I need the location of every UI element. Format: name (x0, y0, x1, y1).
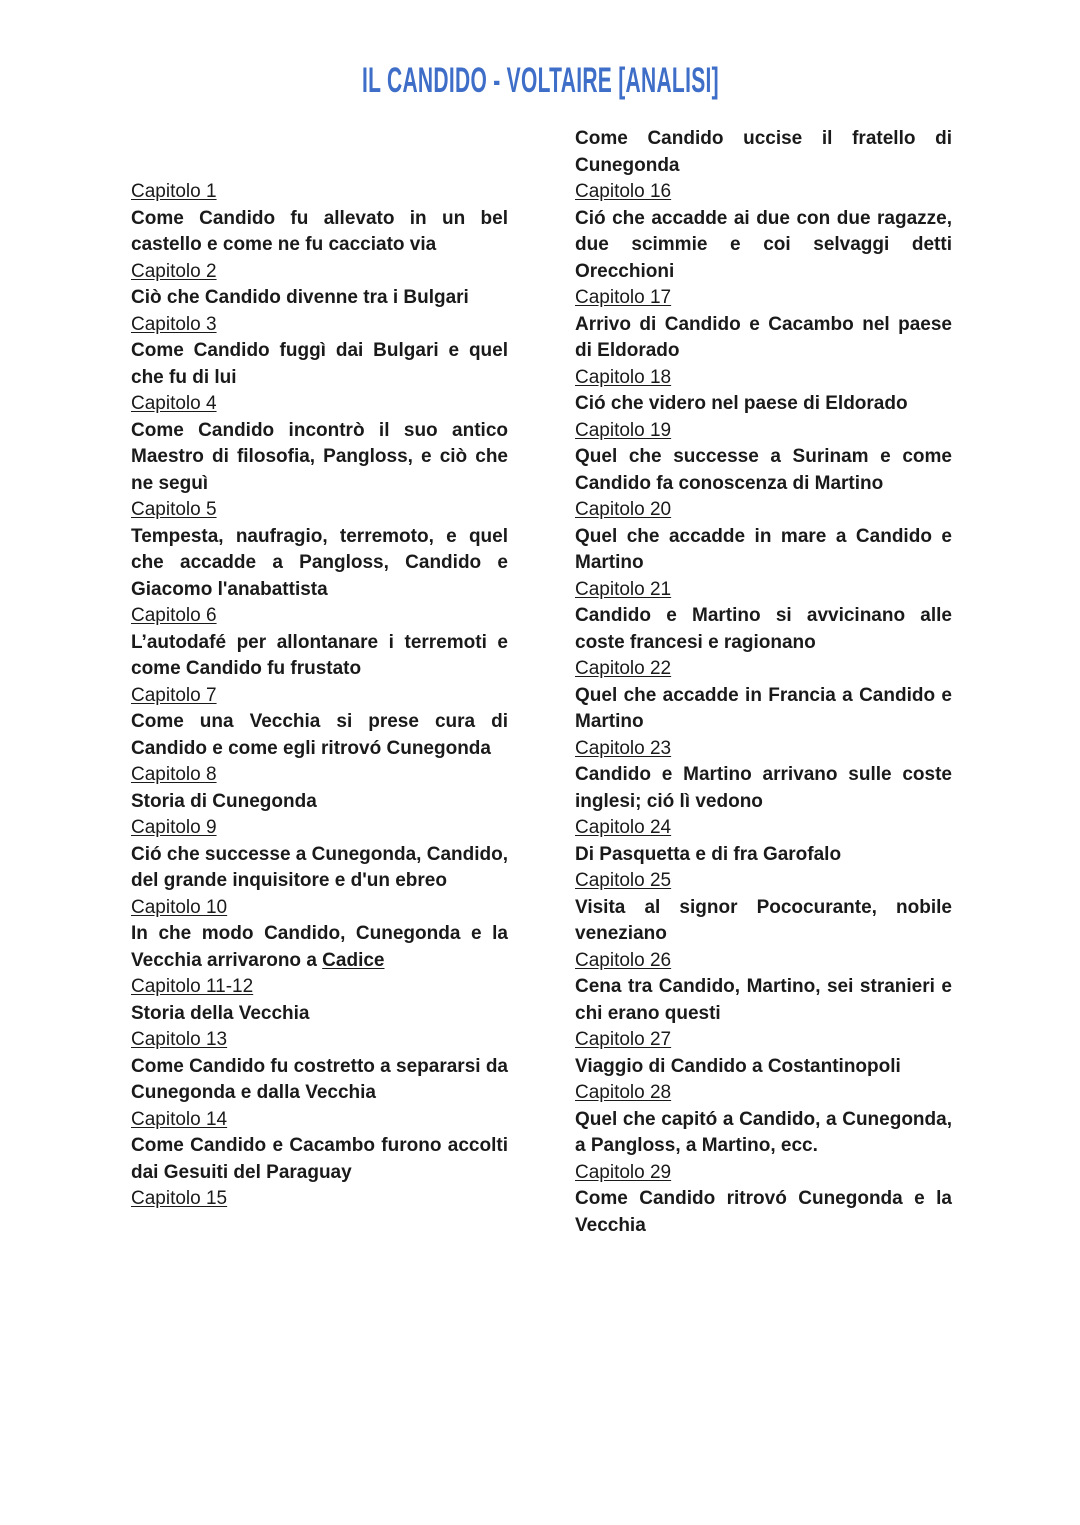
underlined-place-name: Cadice (322, 949, 385, 971)
chapter-label: Capitolo 25 (575, 870, 672, 891)
chapter-label: Capitolo 2 (131, 260, 217, 282)
chapter-label: Capitolo 22 (575, 658, 672, 679)
chapter-label: Capitolo 27 (575, 1029, 672, 1050)
chapter-label: Capitolo 24 (575, 817, 672, 838)
page-title: IL CANDIDO - VOLTAIRE [ANALISI] (361, 61, 719, 100)
chapter-label: Capitolo 8 (131, 764, 217, 785)
chapter-label: Capitolo 5 (131, 499, 217, 520)
chapter-description: L’autodafé per allontanare i terremoti e come Candido fu frustato (131, 631, 508, 679)
chapter-description: Cena tra Candido, Martino, sei stranieri e chi erano questi (575, 976, 952, 1024)
title-bar (0, 63, 1080, 98)
chapter-description: Come una Vecchia si prese cura di Candido e come egli ritrovó Cunegonda (131, 711, 508, 759)
chapter-description: Di Pasquetta e di fra Garofalo (575, 843, 842, 865)
chapter-label: Capitolo 18 (575, 366, 672, 388)
chapter-description: Quel che accadde in mare a Candido e Martino (575, 525, 952, 573)
two-column-content (131, 126, 952, 1239)
chapter-label: Capitolo 29 (575, 1161, 672, 1183)
chapter-description: Storia di Cunegonda (131, 790, 317, 812)
chapter-label: Capitolo 6 (131, 605, 217, 626)
chapter-label: Capitolo 15 (131, 1188, 228, 1209)
chapter-label: Capitolo 1 (131, 181, 217, 202)
chapter-description: Visita al signor Pococurante, nobile veneziano (575, 896, 952, 944)
chapter-description: Candido e Martino si avvicinano alle coste francesi e ragionano (575, 605, 952, 653)
chapter-label: Capitolo 9 (131, 817, 217, 838)
chapter-description: Come Candido fuggì dai Bulgari e quel che fu di lui (131, 340, 508, 388)
chapter-description: Quel che capitó a Candido, a Cunegonda, a Pangloss, a Martino, ecc. (575, 1108, 952, 1156)
chapter-label: Capitolo 17 (575, 287, 672, 308)
chapter-description: Arrivo di Candido e Cacambo nel paese di Eldorado (575, 313, 952, 361)
chapter-description: Ció che accadde ai due con due ragazze, due scimmie e coi selvaggi detti Orecchioni (575, 207, 952, 282)
chapter-description: Tempesta, naufragio, terremoto, e quel che accadde a Pangloss, Candido e Giacomo l'anabattista (131, 525, 508, 600)
chapter-description: Come Candido uccise il fratello di Cunegonda (575, 128, 952, 176)
chapter-description: Quel che accadde in Francia a Candido e Martino (575, 684, 952, 732)
chapter-label: Capitolo 28 (575, 1082, 672, 1103)
chapter-description: Quel che successe a Surinam e come Candido fa conoscenza di Martino (575, 446, 952, 494)
chapter-label: Capitolo 19 (575, 419, 672, 441)
chapter-label: Capitolo 7 (131, 684, 217, 706)
chapter-description: Come Candido incontrò il suo antico Maestro di filosofia, Pangloss, e ciò che ne seguì (131, 419, 508, 494)
chapter-label: Capitolo 11-12 (131, 976, 254, 997)
chapter-label: Capitolo 14 (131, 1108, 228, 1130)
chapter-label: Capitolo 23 (575, 737, 672, 759)
chapter-label: Capitolo 26 (575, 949, 672, 971)
chapter-description: Come Candido fu allevato in un bel castello e come ne fu cacciato via (131, 207, 508, 255)
chapter-label: Capitolo 3 (131, 313, 217, 335)
chapter-description: Come Candido e Cacambo furono accolti dai Gesuiti del Paraguay (131, 1135, 508, 1183)
chapter-label: Capitolo 10 (131, 896, 228, 918)
description-text-part: In che modo Candido, Cunegonda e la Vecchia arrivarono a (131, 923, 508, 971)
chapter-label: Capitolo 16 (575, 181, 672, 202)
chapter-label: Capitolo 13 (131, 1029, 228, 1050)
chapter-label: Capitolo 20 (575, 499, 672, 520)
chapter-description: Candido e Martino arrivano sulle coste inglesi; ció lì vedono (575, 764, 952, 812)
left-column (131, 126, 508, 1239)
chapter-description: Viaggio di Candido a Costantinopoli (575, 1055, 901, 1077)
chapter-label: Capitolo 21 (575, 578, 672, 600)
chapter-description: Storia della Vecchia (131, 1002, 310, 1024)
chapter-description: Ció che videro nel paese di Eldorado (575, 393, 908, 414)
chapter-description: Ciò che Candido divenne tra i Bulgari (131, 287, 469, 308)
chapter-description: Ció che successe a Cunegonda, Candido, del grande inquisitore e d'un ebreo (131, 843, 508, 891)
right-column (575, 126, 952, 1239)
chapter-description: Come Candido ritrovó Cunegonda e la Vecchia (575, 1188, 952, 1236)
chapter-description (131, 921, 508, 974)
chapter-description: Come Candido fu costretto a separarsi da Cunegonda e dalla Vecchia (131, 1055, 508, 1103)
chapter-label: Capitolo 4 (131, 393, 217, 414)
